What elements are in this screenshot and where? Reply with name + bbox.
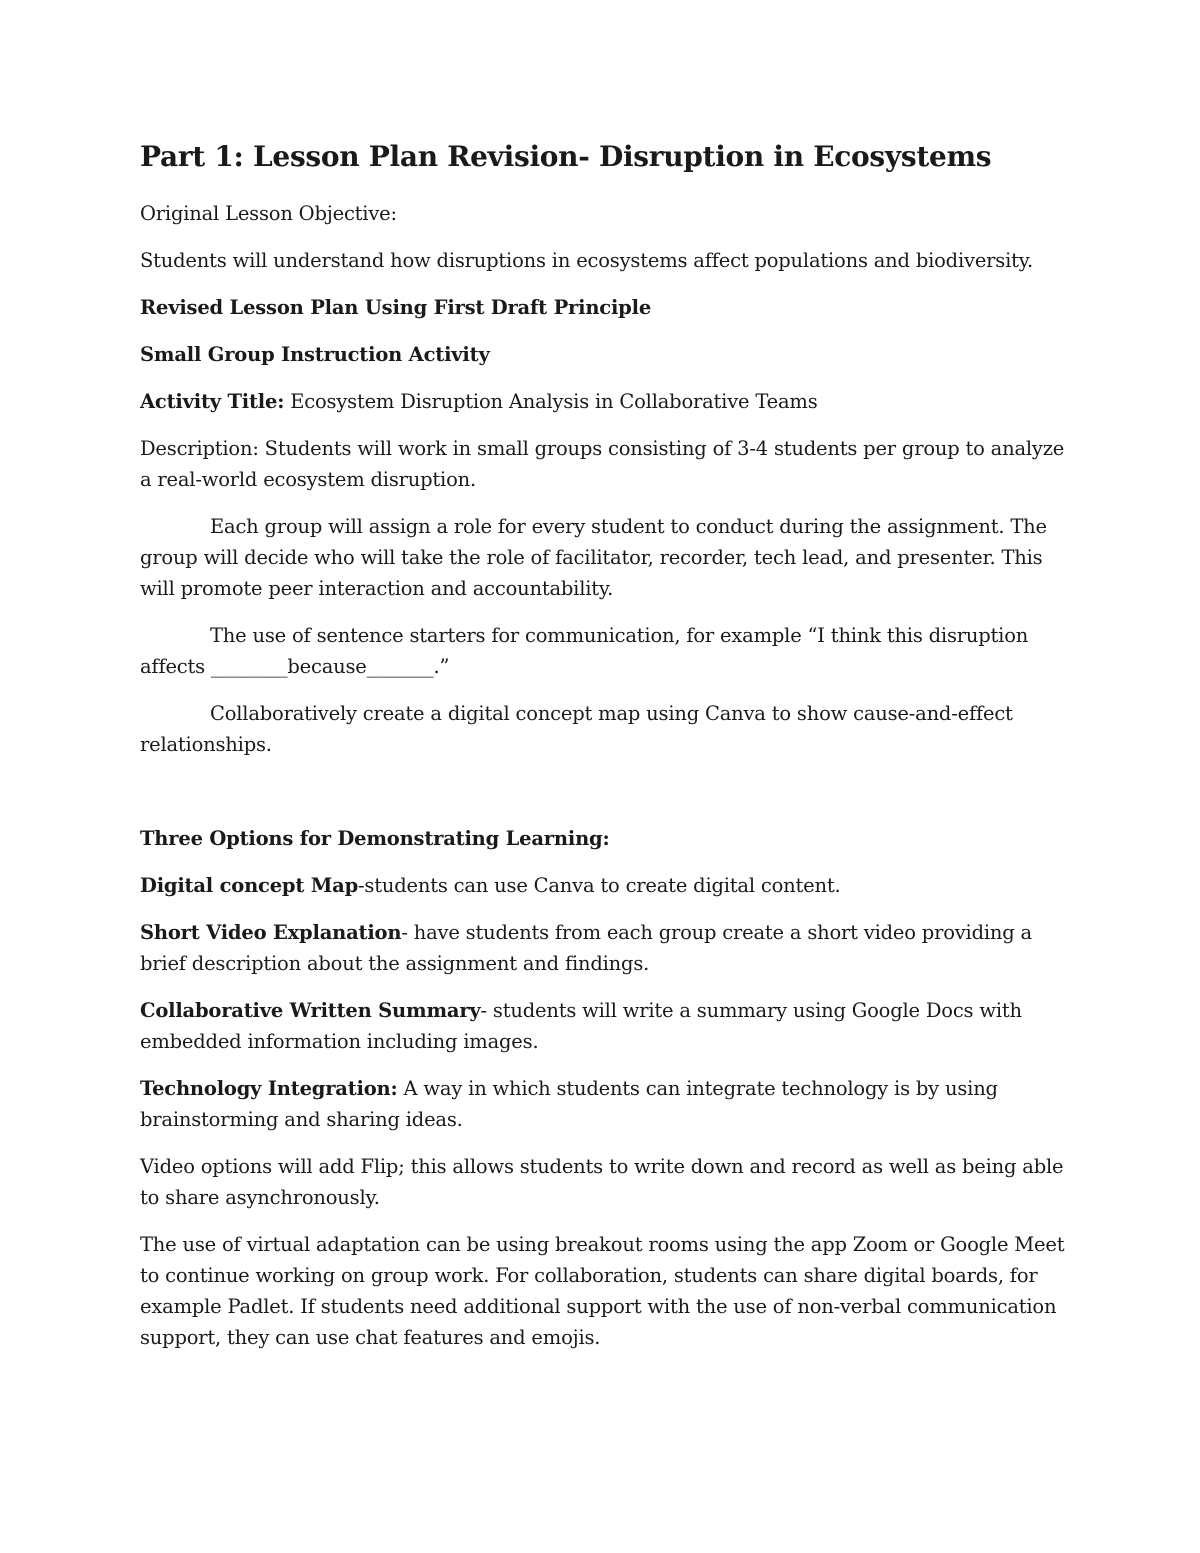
options-heading: Three Options for Demonstrating Learning:: [140, 826, 610, 850]
option1-label: Digital concept Map: [140, 873, 359, 897]
option1-text: -students can use Canva to create digital content.: [358, 873, 841, 897]
description-paragraph: Description: Students will work in small groups consisting of 3-4 students per group to analyze a real-world ecosystem disruption.: [140, 436, 1065, 491]
tech-text: A way in which students can integrate technology is by using brainstorming and sharing ideas.: [140, 1076, 998, 1131]
page-title: Part 1: Lesson Plan Revision- Disruption in Ecosystems: [140, 140, 992, 173]
video-options-paragraph: Video options will add Flip; this allows students to write down and record as well as being able to share asynchronously.: [140, 1154, 1064, 1209]
option2-text: - have students from each group create a short video providing a brief description about the assignment and findings.: [140, 920, 1032, 975]
option3-label: Collaborative Written Summary: [140, 998, 481, 1022]
option-digital-concept-map: [140, 870, 1070, 901]
original-objective-text: Students will understand how disruptions in ecosystems affect populations and biodiversity.: [140, 248, 1033, 272]
roles-paragraph: Each group will assign a role for every student to conduct during the assignment. The group will decide who will take the role of facilitator, recorder, tech lead, and presenter. This will promote peer interaction and accountability.: [140, 514, 1047, 600]
activity-title-text: Ecosystem Disruption Analysis in Collaborative Teams: [284, 389, 818, 413]
document-page: [140, 140, 1070, 1369]
activity-title-label: Activity Title:: [140, 389, 285, 413]
original-objective-heading: Original Lesson Objective:: [140, 201, 397, 225]
activity-title-paragraph: [140, 386, 1070, 417]
concept-map-paragraph: Collaboratively create a digital concept map using Canva to show cause-and-effect relationships.: [140, 701, 1013, 756]
sentence-starters-paragraph: The use of sentence starters for communication, for example “I think this disruption affects ________because_______.”: [140, 623, 1029, 678]
option3-text: - students will write a summary using Google Docs with embedded information including images.: [140, 998, 1022, 1053]
tech-label: Technology Integration:: [140, 1076, 398, 1100]
virtual-adaptation-paragraph: The use of virtual adaptation can be using breakout rooms using the app Zoom or Google Meet to continue working on group work. For collaboration, students can share digital boards, for example Padlet. If students need additional support with the use of non-verbal communication support, they can use chat features and emojis.: [140, 1232, 1065, 1349]
option-written-summary: [140, 995, 1070, 1057]
option-short-video: [140, 917, 1070, 979]
technology-integration-paragraph: [140, 1073, 1070, 1135]
blank-line: [140, 776, 1070, 823]
option2-label: Short Video Explanation: [140, 920, 402, 944]
small-group-heading: Small Group Instruction Activity: [140, 342, 490, 366]
revised-plan-heading: Revised Lesson Plan Using First Draft Principle: [140, 295, 652, 319]
